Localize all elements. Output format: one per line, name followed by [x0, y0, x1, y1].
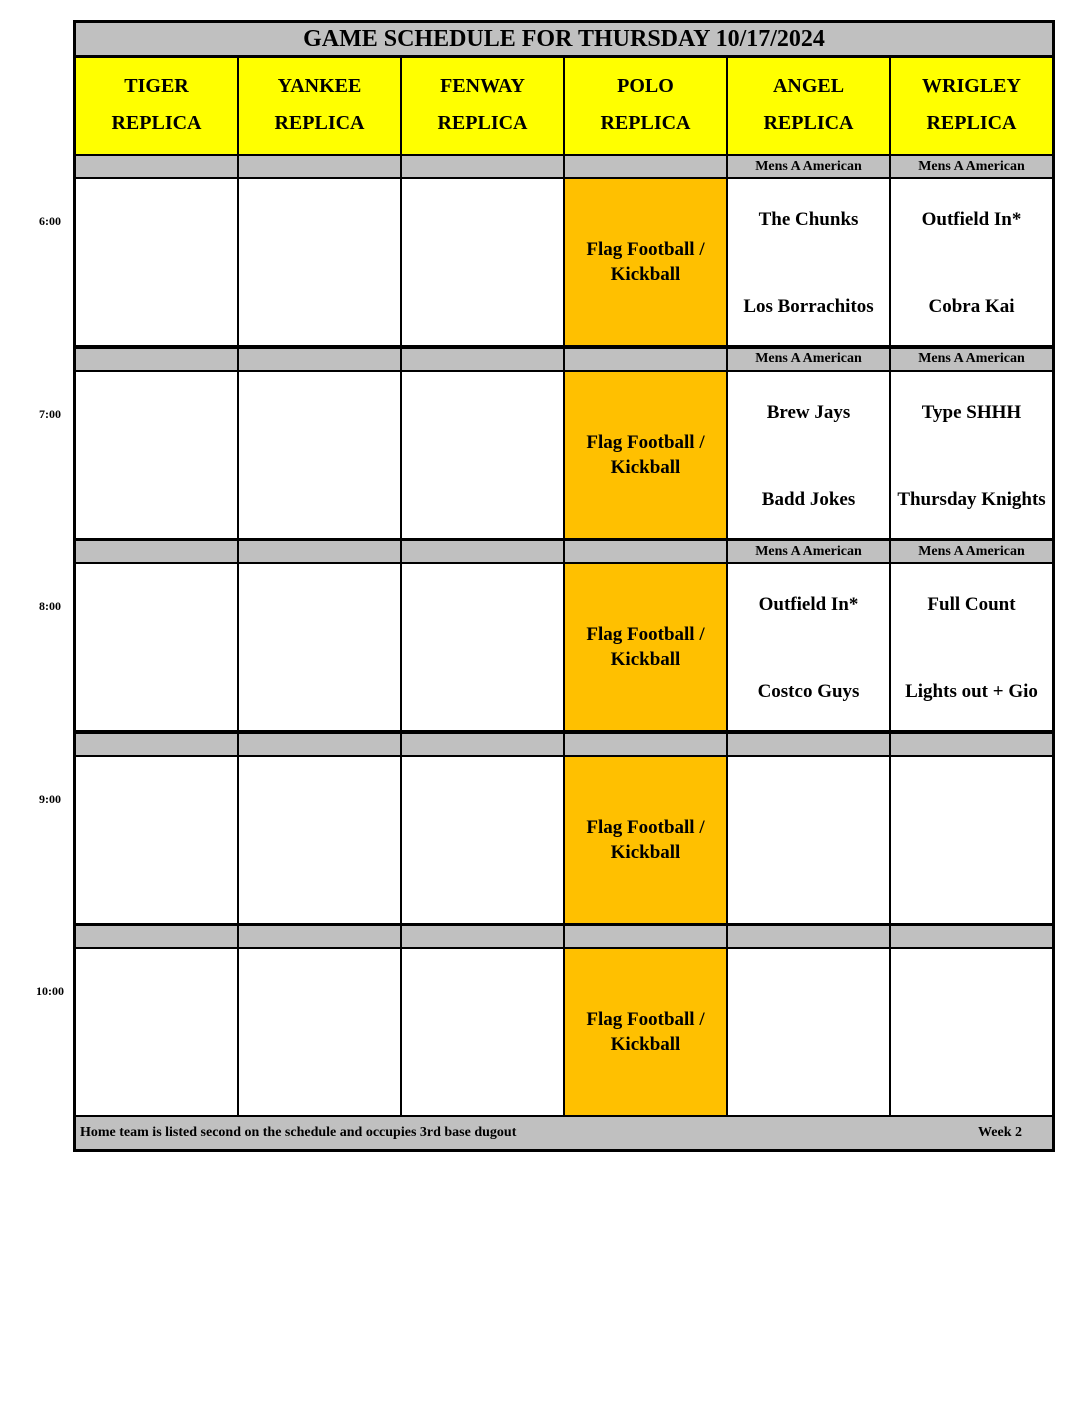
- away-team: Brew Jays: [766, 401, 851, 423]
- empty-slot: [728, 949, 889, 1115]
- division-label: [76, 734, 237, 755]
- away-team: Type SHHH: [921, 401, 1022, 423]
- flag-football-slot: [565, 179, 726, 345]
- flag-football-slot: [565, 757, 726, 923]
- empty-slot: [402, 949, 563, 1115]
- activity-line: Kickball: [610, 1034, 681, 1056]
- division-label: [239, 349, 400, 370]
- empty-slot: [891, 757, 1052, 923]
- division-label: [402, 926, 563, 947]
- division-label: [402, 541, 563, 562]
- division-label: [239, 734, 400, 755]
- division-label: [891, 926, 1052, 947]
- field-header-polo: [565, 58, 726, 154]
- field-sub: REPLICA: [111, 112, 202, 134]
- field-name: FENWAY: [440, 75, 525, 97]
- empty-slot: [239, 564, 400, 730]
- division-label: [76, 156, 237, 177]
- away-team: Full Count: [927, 594, 1016, 616]
- away-team: The Chunks: [758, 209, 859, 230]
- field-header-yankee: [239, 58, 400, 154]
- activity-line: Flag Football /: [586, 431, 705, 453]
- game-slot: [891, 179, 1052, 345]
- flag-football-slot: [565, 564, 726, 730]
- activity-line: Flag Football /: [586, 624, 705, 646]
- footer-note: Home team is listed second on the schedule and occupies 3rd base dugout: [80, 1125, 517, 1140]
- time-label: 7:00: [39, 406, 61, 421]
- week-label: Week 2: [978, 1125, 1022, 1140]
- division-label: [402, 156, 563, 177]
- division-label: [76, 926, 237, 947]
- empty-slot: [76, 564, 237, 730]
- field-sub: REPLICA: [437, 112, 528, 134]
- division-label: [565, 541, 726, 562]
- field-name: YANKEE: [277, 75, 362, 97]
- field-header-angel: [728, 58, 889, 154]
- field-header-fenway: [402, 58, 563, 154]
- division-label: Mens A American: [891, 156, 1052, 177]
- empty-slot: [76, 179, 237, 345]
- field-header-wrigley: [891, 58, 1052, 154]
- activity-line: Kickball: [610, 264, 681, 285]
- activity-line: Kickball: [610, 649, 681, 671]
- home-team: Badd Jokes: [761, 488, 856, 510]
- time-label: 8:00: [39, 599, 61, 614]
- empty-slot: [239, 372, 400, 538]
- division-label: [565, 349, 726, 370]
- schedule-title: GAME SCHEDULE FOR THURSDAY 10/17/2024: [76, 23, 1052, 55]
- empty-slot: [76, 949, 237, 1115]
- division-label: [891, 734, 1052, 755]
- empty-slot: [239, 949, 400, 1115]
- empty-slot: [402, 564, 563, 730]
- activity-line: Kickball: [610, 456, 681, 478]
- time-label: 10:00: [36, 984, 64, 999]
- flag-football-slot: [565, 372, 726, 538]
- activity-line: Flag Football /: [586, 816, 705, 838]
- field-name: TIGER: [124, 75, 189, 97]
- field-sub: REPLICA: [274, 112, 365, 134]
- home-team: Los Borrachitos: [743, 296, 874, 317]
- division-label: [402, 349, 563, 370]
- time-label: 9:00: [39, 791, 61, 806]
- field-sub: REPLICA: [763, 112, 854, 134]
- home-team: Lights out + Gio: [905, 681, 1038, 703]
- division-label: [565, 926, 726, 947]
- empty-slot: [728, 757, 889, 923]
- division-label: [402, 734, 563, 755]
- field-name: ANGEL: [772, 75, 845, 97]
- away-team: Outfield In*: [758, 594, 859, 616]
- activity-line: Flag Football /: [586, 239, 705, 260]
- home-team: Thursday Knights: [897, 488, 1046, 510]
- division-label: [728, 926, 889, 947]
- empty-slot: [239, 179, 400, 345]
- flag-football-slot: [565, 949, 726, 1115]
- division-label: [239, 156, 400, 177]
- field-sub: REPLICA: [926, 112, 1017, 134]
- division-label: [76, 349, 237, 370]
- time-label: 6:00: [39, 214, 61, 228]
- division-label: Mens A American: [728, 156, 889, 177]
- activity-line: Kickball: [610, 841, 681, 863]
- home-team: Cobra Kai: [928, 296, 1015, 317]
- empty-slot: [76, 372, 237, 538]
- empty-slot: [891, 949, 1052, 1115]
- division-label: [239, 541, 400, 562]
- field-name: POLO: [617, 75, 674, 97]
- activity-line: Flag Football /: [586, 1009, 705, 1031]
- division-label: [565, 156, 726, 177]
- division-label: Mens A American: [891, 541, 1052, 562]
- game-slot: [891, 564, 1052, 730]
- footer-bar: [76, 1117, 1052, 1149]
- empty-slot: [402, 757, 563, 923]
- game-slot: [728, 564, 889, 730]
- home-team: Costco Guys: [757, 681, 860, 703]
- division-label: Mens A American: [728, 349, 889, 370]
- empty-slot: [76, 757, 237, 923]
- division-label: [565, 734, 726, 755]
- empty-slot: [402, 179, 563, 345]
- empty-slot: [239, 757, 400, 923]
- away-team: Outfield In*: [921, 209, 1022, 230]
- schedule-table: [73, 20, 1055, 1152]
- game-slot: [728, 372, 889, 538]
- field-header-tiger: [76, 58, 237, 154]
- division-label: Mens A American: [728, 541, 889, 562]
- field-sub: REPLICA: [600, 112, 691, 134]
- division-label: Mens A American: [891, 349, 1052, 370]
- game-slot: [728, 179, 889, 345]
- game-slot: [891, 372, 1052, 538]
- division-label: [76, 541, 237, 562]
- division-label: [728, 734, 889, 755]
- division-label: [239, 926, 400, 947]
- empty-slot: [402, 372, 563, 538]
- field-name: WRIGLEY: [922, 75, 1021, 97]
